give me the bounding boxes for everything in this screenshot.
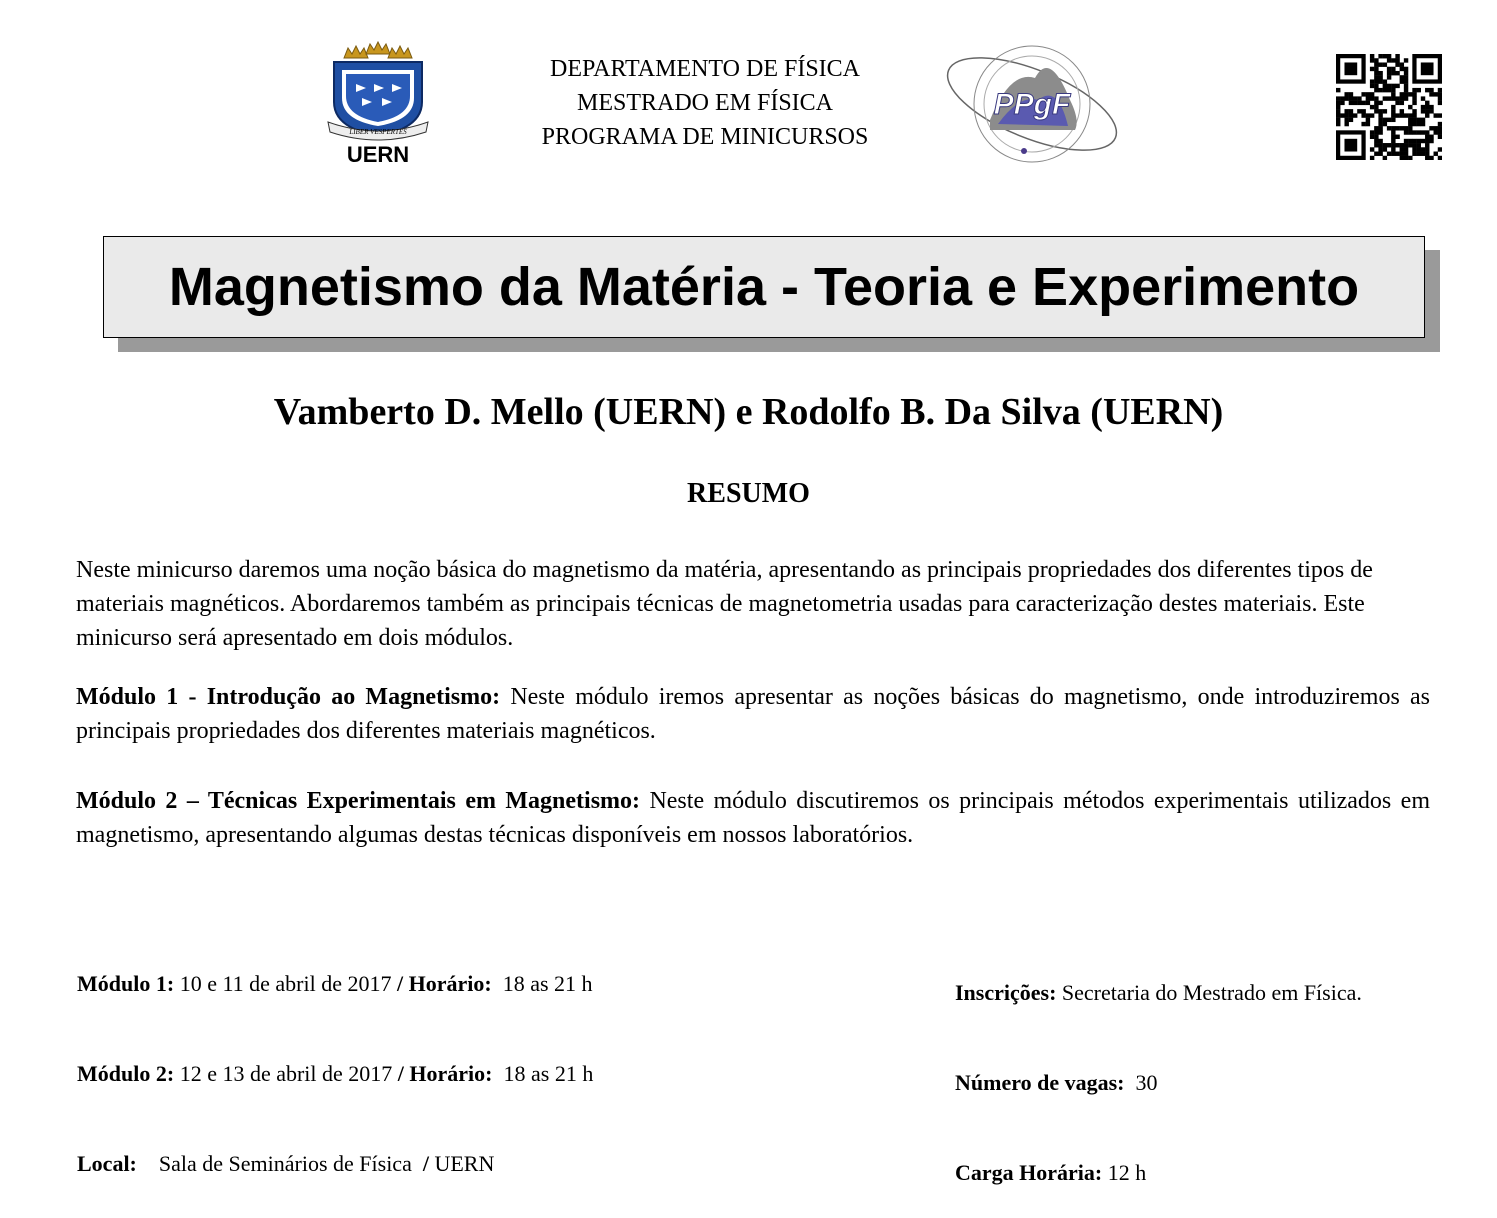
module-1-label: Módulo 1: <box>77 971 175 996</box>
ppgf-label: PPgF <box>993 88 1071 121</box>
registration-line <box>933 948 1473 1038</box>
vacancies-label: Número de vagas: <box>955 1070 1125 1095</box>
uern-logo <box>322 36 434 166</box>
workload-line <box>933 1128 1473 1218</box>
authors: Vamberto D. Mello (UERN) e Rodolfo B. Da Silva (UERN) <box>273 391 1224 433</box>
local-value: Sala de Seminários de Física <box>136 1151 423 1176</box>
registration-label: Inscrições: <box>955 980 1057 1005</box>
local-institution: UERN <box>428 1151 495 1176</box>
schedule-module-2 <box>55 1029 695 1119</box>
module-2-time: 18 as 21 h <box>492 1061 594 1086</box>
local-label: Local: <box>77 1151 137 1176</box>
registration-info <box>933 948 1473 1218</box>
uern-motto: LIBER VESPERTES <box>349 128 407 136</box>
module-1-time: 18 as 21 h <box>491 971 593 996</box>
module-1-time-label: / Horário: <box>396 971 492 996</box>
local-separator: / <box>422 1151 429 1176</box>
module-1-description <box>76 680 1430 748</box>
uern-label: UERN <box>346 142 410 166</box>
title-box <box>103 236 1425 338</box>
header-line-department: DEPARTAMENTO DE FÍSICA <box>549 56 860 82</box>
resumo-heading: RESUMO <box>687 478 810 509</box>
module-2-date: 12 e 13 de abril de 2017 <box>174 1061 398 1086</box>
module-1-title: Módulo 1 - Introdução ao Magnetismo: <box>76 684 501 710</box>
workload-value: 12 h <box>1102 1160 1147 1185</box>
schedule-info <box>55 939 695 1209</box>
module-2-time-label: / Horário: <box>397 1061 493 1086</box>
module-2-label: Módulo 2: <box>77 1061 175 1086</box>
vacancies-line <box>933 1038 1473 1128</box>
module-2-description <box>76 784 1430 852</box>
vacancies-value: 30 <box>1124 1070 1158 1095</box>
registration-value: Secretaria do Mestrado em Física. <box>1056 980 1362 1005</box>
module-2-title: Módulo 2 – Técnicas Experimentais em Magnetismo: <box>76 788 641 814</box>
schedule-local <box>55 1119 695 1209</box>
course-title: Magnetismo da Matéria - Teoria e Experimento <box>168 257 1360 317</box>
qr-code-icon <box>1336 54 1442 160</box>
ppgf-logo <box>940 40 1125 168</box>
workload-label: Carga Horária: <box>955 1160 1103 1185</box>
module-1-text: Neste módulo iremos apresentar as noções básicas do magnetismo, onde introduziremos as principais propriedades dos diferentes materiais magnéticos. <box>76 684 1431 744</box>
module-1-date: 10 e 11 de abril de 2017 <box>174 971 397 996</box>
abstract-paragraph: Neste minicurso daremos uma noção básica do magnetismo da matéria, apresentando as principais propriedades dos diferentes tipos de materiais magnéticos. Abordaremos também as principais técnicas de magnetometria usadas para caracterização destes materiais. Este minicurso será apresentado em dois módulos. <box>76 557 1373 651</box>
department-header <box>470 52 940 154</box>
header-line-mestrado: MESTRADO EM FÍSICA <box>576 90 834 116</box>
module-2-text: Neste módulo discutiremos os principais métodos experimentais utilizados em magnetismo, apresentando algumas destas técnicas disponíveis em nossos laboratórios. <box>76 788 1430 848</box>
header-line-programa: PROGRAMA DE MINICURSOS <box>541 124 869 150</box>
schedule-module-1 <box>55 939 695 1029</box>
